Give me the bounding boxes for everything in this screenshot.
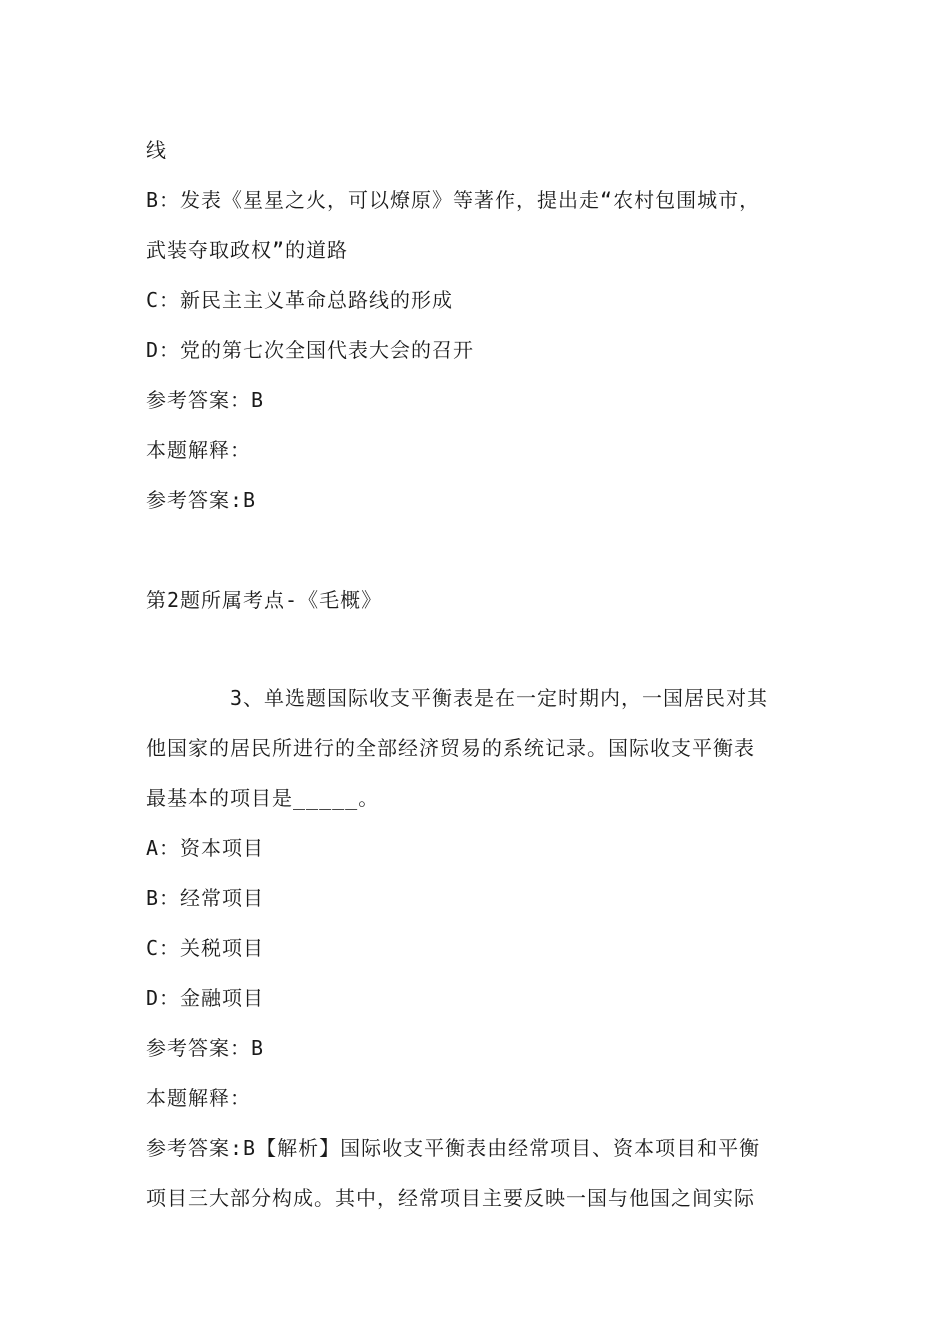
q3-stem-line1: 3、单选题国际收支平衡表是在一定时期内，一国居民对其 [230,686,769,710]
q3-option-d: D：金融项目 [146,986,265,1010]
q2-explanation-answer: 参考答案:B [146,488,257,512]
q2-option-c: C：新民主主义革命总路线的形成 [146,288,454,312]
q2-stem-continuation: 线 [146,138,167,162]
q3-explanation-line2: 项目三大部分构成。其中，经常项目主要反映一国与他国之间实际 [146,1186,755,1210]
q2-explanation-label: 本题解释： [146,438,251,462]
q3-option-c: C：关税项目 [146,936,265,960]
q3-explanation-label: 本题解释： [146,1086,251,1110]
q2-topic: 第2题所属考点-《毛概》 [146,588,383,612]
q3-option-b: B：经常项目 [146,886,265,910]
q3-option-a: A：资本项目 [146,836,265,860]
q3-answer: 参考答案：B [146,1036,265,1060]
q2-option-d: D：党的第七次全国代表大会的召开 [146,338,475,362]
q3-stem-line2: 他国家的居民所进行的全部经济贸易的系统记录。国际收支平衡表 [146,736,755,760]
q3-stem-line3: 最基本的项目是_____。 [146,786,380,810]
q3-explanation-line1: 参考答案:B【解析】国际收支平衡表由经常项目、资本项目和平衡 [146,1136,761,1160]
q2-option-b-line1: B：发表《星星之火，可以燎原》等著作，提出走“农村包围城市， [146,188,761,212]
q2-answer: 参考答案：B [146,388,265,412]
q2-option-b-line2: 武装夺取政权”的道路 [146,238,349,262]
